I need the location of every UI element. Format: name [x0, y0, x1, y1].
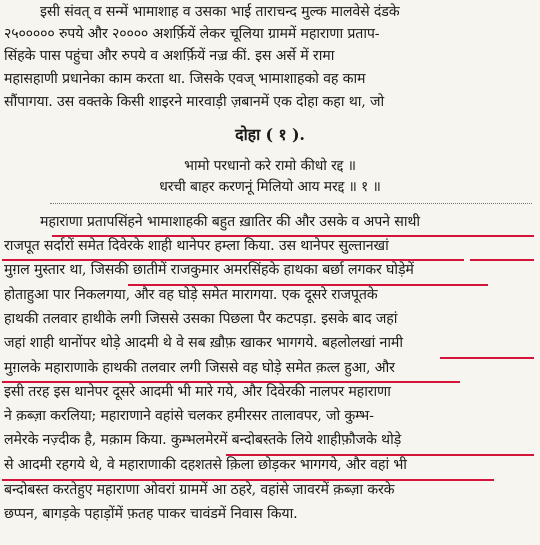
paragraph-1-line-5: सौंपागया. उस वक्तके किसी शाइरने मारवाड़ी ज़बानमें एक दोहा कहा था, जो: [4, 94, 385, 110]
section-separator: [50, 203, 532, 204]
paragraph-2-line-12: बन्दोबस्त करतेहुए महाराणा ओवरां ग्राममें आ ठहरे, वहांसे जावरमें क़ब्ज़ा करके: [4, 482, 395, 498]
highlight-underline: [226, 454, 534, 456]
paragraph-2-line-7: मुग़लके महाराणाके हाथकी तलवार लगी जिससे वह घोड़े समेत क़त्ल हुआ, और: [4, 360, 395, 376]
paragraph-1-line-4: महासहाणी प्रधानेका काम करता था. जिसके एवज् भामाशाहको वह काम: [4, 71, 366, 87]
paragraph-2-line-8: इसी तरह इस थानेपर दूसरे आदमी भी मारे गये, और दिवेरकी नालपर महाराणा: [4, 384, 391, 400]
paragraph-2-line-9: ने क़ब्ज़ा करलिया; महाराणाने वहांसे चलकर हमीरसर तालावपर, जो कुम्भ-: [4, 408, 374, 424]
paragraph-2-line-5: हाथकी तलवार हाथीके लगी जिससे उसका पिछला पैर कटपड़ा. इसके बाद जहां: [4, 311, 398, 327]
doha-line-2: धरची बाहर करणनूं मिलियो आय मरद्द ॥ १ ॥: [159, 179, 381, 195]
highlight-underline: [470, 259, 534, 261]
doha-line-1: भामो परधानो करे रामो कीधो रद्द ॥: [184, 158, 356, 174]
highlight-underline: [128, 284, 488, 286]
paragraph-1-line-1: इसी संवत् व सन्में भामाशाह व उसका भाई ताराचन्द मुल्क मालवेसे दंडके: [40, 4, 400, 20]
paragraph-2-line-4: होताहुआ पार निकलगया, और वह घोड़े समेत मारागया. एक दूसरे राजपूतके: [4, 287, 378, 303]
paragraph-2-line-10: लमेरके नज़्दीक है, मक़ाम किया. कुम्भलमेरमें बन्दोबस्तके लिये शाहीफ़ौजके थोड़े: [4, 432, 402, 448]
paragraph-2-line-1: महाराणा प्रतापसिंहने भामाशाहकी बहुत ख़ातिर की और उसके व अपने साथी: [40, 214, 420, 230]
highlight-underline: [52, 235, 534, 237]
paragraph-2-line-3: मुग़ल मुस्तार था, जिसकी छातीमें राजकुमार अमरसिंहके हाथका बर्छा लगकर घोड़ेमें: [4, 262, 414, 278]
highlight-underline: [2, 259, 464, 261]
highlight-underline: [440, 357, 534, 359]
paragraph-2-line-13: छप्पन, बागड़के पहाड़ोंमें फ़तह पाकर चावंडमें निवास किया.: [4, 506, 298, 522]
highlight-underline: [2, 479, 494, 481]
paragraph-2-line-11: से आदमी रहगये थे, वे महाराणाकी दहशतसे क़िला छोड़कर भागगये, और वहां भी: [4, 457, 407, 473]
paragraph-1-line-2: २५००००० रुपये और २०००० अशर्फ़ियें लेकर चूलिया ग्राममें महाराणा प्रताप-: [4, 26, 380, 42]
highlight-underline: [2, 381, 460, 383]
paragraph-2-line-6: जहां शाही थानोंपर थोड़े आदमी थे वे सब ख़ौफ़ खाकर भागगये. बहलोलखां नामी: [4, 335, 403, 351]
doha-heading: दोहा ( १ ).: [235, 125, 305, 144]
paragraph-1-line-3: सिंहके पास पहुंचा और रुपये व अशर्फ़ियें नज़्र कीं. इस अर्से में रामा: [4, 48, 335, 64]
paragraph-2-line-2: राजपूत सर्दारों समेत दिवेरके शाही थानेपर हम्ला किया. उस थानेपर सुल्तानखां: [4, 238, 389, 254]
